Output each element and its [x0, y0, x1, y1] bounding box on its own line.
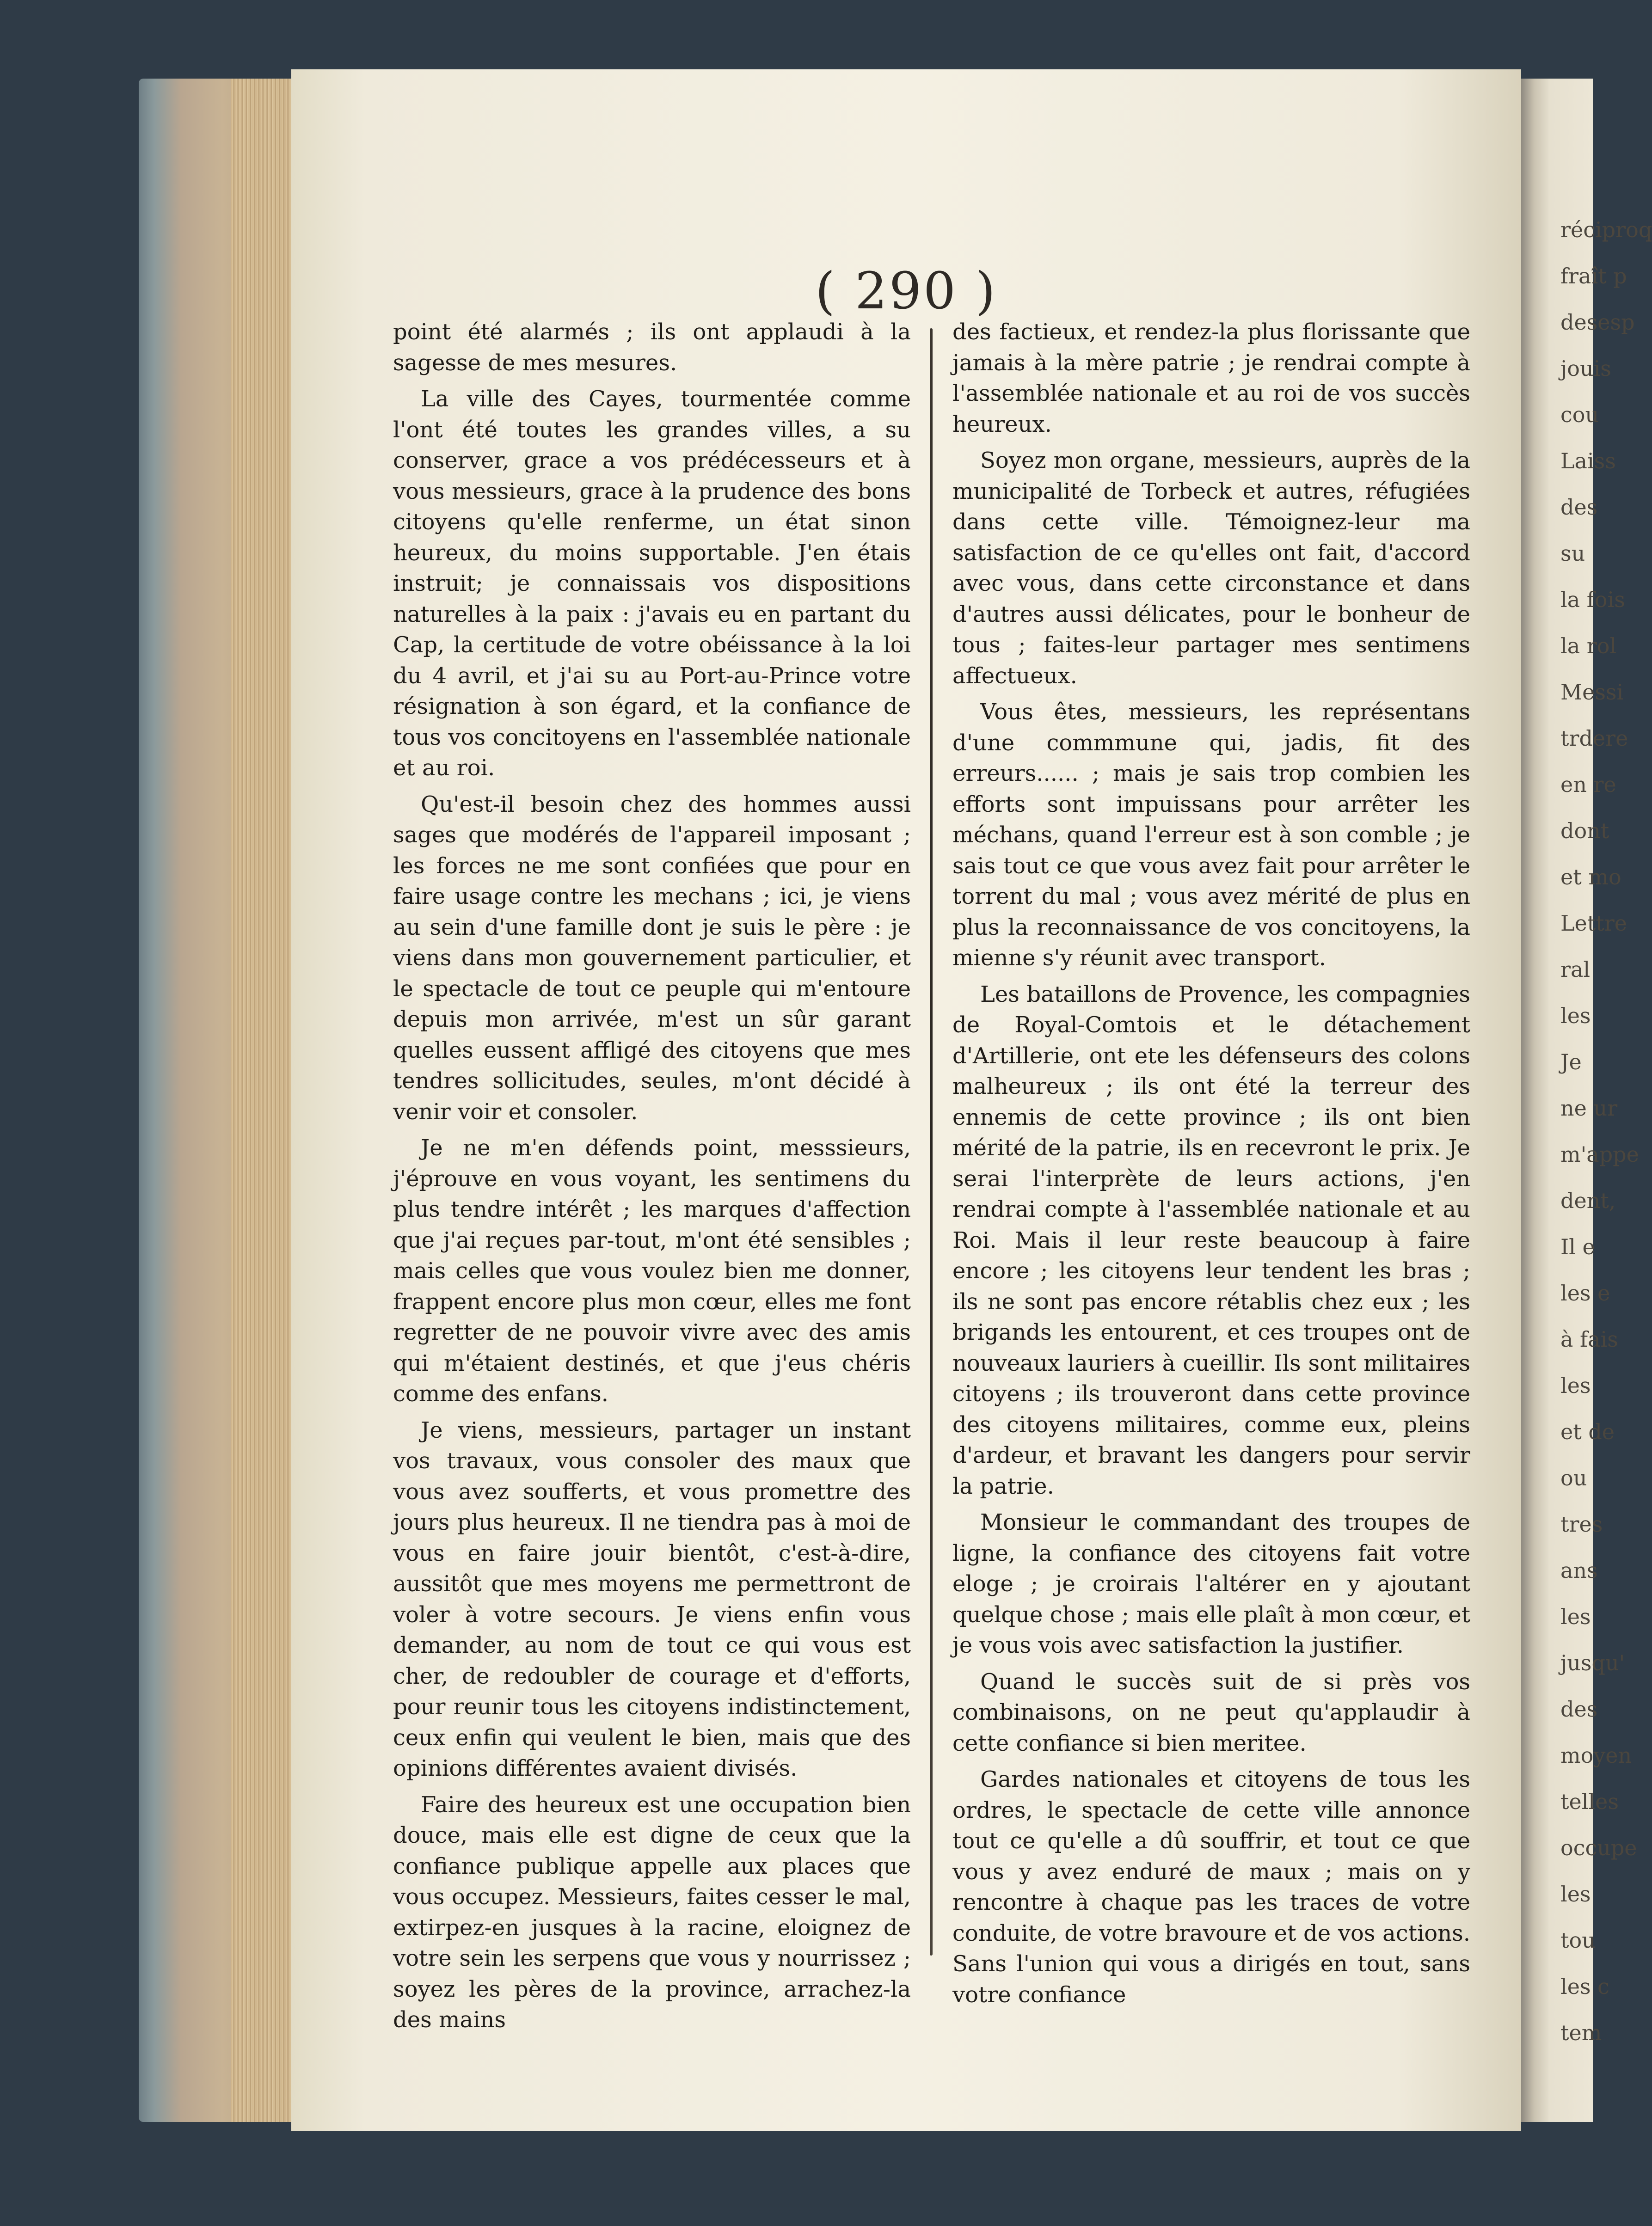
- facing-page-fragment: desesp: [1560, 310, 1635, 335]
- facing-page-fragment: cou: [1560, 402, 1599, 427]
- facing-page-fragment: réciproq: [1560, 217, 1652, 242]
- facing-page-fragment: Lettre: [1560, 911, 1627, 936]
- facing-page-fragment: ou: [1560, 1466, 1587, 1490]
- paragraph: La ville des Cayes, tourmentée comme l'ont été toutes les grandes villes, a su conserver, grace a vos prédécesseurs et à vous messieurs, grace à la prudence des bons citoyens qu'elle renferme, un état sinon heureux, du moins supportable. J'en étais instruit; je connaissais vos dispositions naturelles à la paix : j'avais eu en partant du Cap, la certitude de votre obéissance à la loi du 4 avril, et j'ai su au Port-au-Prince votre résignation à son égard, et la confiance de tous vos concitoyens en l'assemblée nationale et au roi.: [393, 386, 911, 781]
- facing-page-fragment: ne ur: [1560, 1096, 1618, 1121]
- facing-page-fragment: moyen: [1560, 1743, 1632, 1768]
- paragraph: Gardes nationales et citoyens de tous les ordres, le spectacle de cette ville annonce tout ce qu'elle a dû souffrir, et tout ce que vous y avez enduré de maux ; mais on y rencontre à chaque pas les traces de votre conduite, de votre bravoure et de vos actions. Sans l'union qui vous a dirigés en tout, sans votre confiance: [952, 1766, 1470, 2008]
- facing-page-fragment: la rol: [1560, 633, 1617, 658]
- facing-page-fragment: des: [1560, 1697, 1598, 1722]
- paragraph: Monsieur le commandant des troupes de ligne, la confiance des citoyens fait votre eloge ; je croirais l'altérer en y ajoutant quelque chose ; mais elle plaît à mon cœur, et je vous vois avec satisfaction la justifier.: [952, 1509, 1470, 1658]
- facing-page-fragment: fraît p: [1560, 264, 1627, 288]
- facing-page-fragment: en re: [1560, 772, 1616, 797]
- facing-page-fragment: dent,: [1560, 1188, 1616, 1213]
- left-text-column: [393, 317, 911, 2033]
- facing-page-fragment: trdere: [1560, 726, 1628, 751]
- facing-page-fragment: su: [1560, 541, 1585, 566]
- paragraph: Les bataillons de Provence, les compagnies de Royal-Comtois et le détachement d'Artillerie, ont ete les défenseurs des colons malheureux ; ils ont été la terreur des ennemis de cette province ; ils ont bien mérité de la patrie, ils en recevront le prix. Je serai l'interprète de leurs actions, j'en rendrai compte à l'assemblée nationale et au Roi. Mais il leur reste beaucoup à faire encore ; les citoyens leur tendent les bras ; ils ne sont pas encore rétablis chez eux ; les brigands les entourent, et ces troupes ont de nouveaux lauriers à cueillir. Ils sont militaires citoyens ; ils trouveront dans cette province des citoyens militaires, comme eux, pleins d'ardeur, et bravant les dangers pour servir la patrie.: [952, 981, 1470, 1499]
- facing-page-fragment: les: [1560, 1604, 1591, 1629]
- facing-page-fragment: des: [1560, 495, 1598, 520]
- book-page: [291, 69, 1521, 2131]
- paragraph: Quand le succès suit de si près vos combinaisons, on ne peut qu'applaudir à cette confiance si bien meritee.: [952, 1668, 1470, 1756]
- facing-page-fragment: ans: [1560, 1558, 1598, 1583]
- facing-page-fragment: dont: [1560, 818, 1609, 843]
- paragraph: Qu'est-il besoin chez des hommes aussi sages que modérés de l'appareil imposant ; les forces ne me sont confiées que pour en faire usage contre les mechans ; ici, je viens au sein d'une famille dont je suis le père : je viens dans mon gouvernement particulier, et le spectacle de tout ce peuple qui m'entoure depuis mon arrivée, m'est un sûr garant quelles eussent affligé des citoyens que mes tendres sollicitudes, seules, m'ont décidé à venir voir et consoler.: [393, 791, 911, 1125]
- facing-page-fragment: m'appe: [1560, 1142, 1639, 1167]
- facing-page-fragment: et de: [1560, 1419, 1615, 1444]
- facing-page-fragment: à fais: [1560, 1327, 1618, 1352]
- facing-page-fragment: tres: [1560, 1512, 1603, 1537]
- facing-page-fragment: les: [1560, 1882, 1591, 1907]
- facing-page-fragment: jusqu': [1560, 1650, 1625, 1675]
- column-divider: [930, 328, 933, 1956]
- facing-page-fragment: telles: [1560, 1789, 1619, 1814]
- right-text-column: [952, 317, 1470, 2008]
- facing-page-fragment: les: [1560, 1373, 1591, 1398]
- facing-page-fragment: et mo: [1560, 865, 1621, 889]
- facing-page-fragment: tem: [1560, 2020, 1602, 2045]
- facing-page-edge: [1521, 79, 1652, 2122]
- paragraph: Je ne m'en défends point, messsieurs, j'éprouve en vous voyant, les sentimens du plus tendre intérêt ; les marques d'affection que j'ai reçues par-tout, m'ont été sensibles ; mais celles que vous voulez bien me donner, frappent encore plus mon cœur, elles me font regretter de ne pouvoir vivre avec des amis qui m'étaient destinés, et que j'eus chéris comme des enfans.: [393, 1135, 911, 1407]
- facing-page-fragment: Messi: [1560, 680, 1624, 705]
- facing-page-fragment: les: [1560, 1003, 1591, 1028]
- facing-page-fragment: ral: [1560, 957, 1591, 982]
- facing-page-fragment: jouis: [1560, 356, 1611, 381]
- paragraph: Vous êtes, messieurs, les représentans d'une commmune qui, jadis, fit des erreurs...... ; mais je sais trop combien les efforts sont impuissans pour arrêter les méchans, quand l'erreur est à son comble ; je sais tout ce que vous avez fait pour arrêter le torrent du mal ; vous avez mérité de plus en plus la reconnaissance de vos concitoyens, la mienne s'y réunit avec transport.: [952, 699, 1470, 971]
- facing-page-fragment: Je: [1560, 1049, 1582, 1074]
- facing-page-fragment: la fois: [1560, 587, 1625, 612]
- facing-page-fragment: Il e: [1560, 1234, 1595, 1259]
- facing-page-fragment: Laiss: [1560, 448, 1616, 473]
- paragraph: des factieux, et rendez-la plus florissante que jamais à la mère patrie ; je rendrai compte à l'assemblée nationale et au roi de vos succès heureux.: [952, 319, 1470, 437]
- facing-page-fragment: les c: [1560, 1974, 1609, 1999]
- paragraph: Faire des heureux est une occupation bien douce, mais elle est digne de ceux que la confiance publique appelle aux places que vous occupez. Messieurs, faites cesser le mal, extirpez-en jusques à la racine, eloignez de votre sein les serpens que vous y nourrissez ; soyez les pères de la province, arrachez-la des mains: [393, 1791, 911, 2033]
- page-number: ( 290 ): [815, 261, 997, 320]
- facing-page-fragment: les e: [1560, 1281, 1610, 1306]
- facing-page-fragment: tou: [1560, 1928, 1596, 1953]
- paragraph: Je viens, messieurs, partager un instant vos travaux, vous consoler des maux que vous avez soufferts, et vous promettre des jours plus heureux. Il ne tiendra pas à moi de vous en faire jouir bientôt, c'est-à-dire, aussitôt que mes moyens me permettront de voler à votre secours. Je viens enfin vous demander, au nom de tout ce qui vous est cher, de redoubler de courage et d'efforts, pour reunir tous les citoyens indistinctement, ceux enfin qui veulent le bien, mais que des opinions différentes avaient divisés.: [393, 1417, 911, 1781]
- facing-page-fragment: occupe: [1560, 1835, 1637, 1860]
- paragraph: point été alarmés ; ils ont applaudi à la sagesse de mes mesures.: [393, 319, 911, 376]
- paragraph: Soyez mon organe, messieurs, auprès de la municipalité de Torbeck et autres, réfugiées dans cette ville. Témoignez-leur ma satisfaction de ce qu'elles ont fait, d'accord avec vous, dans cette circonstance et dans d'autres aussi délicates, pour le bonheur de tous ; faites-leur partager mes sentimens affectueux.: [952, 448, 1470, 689]
